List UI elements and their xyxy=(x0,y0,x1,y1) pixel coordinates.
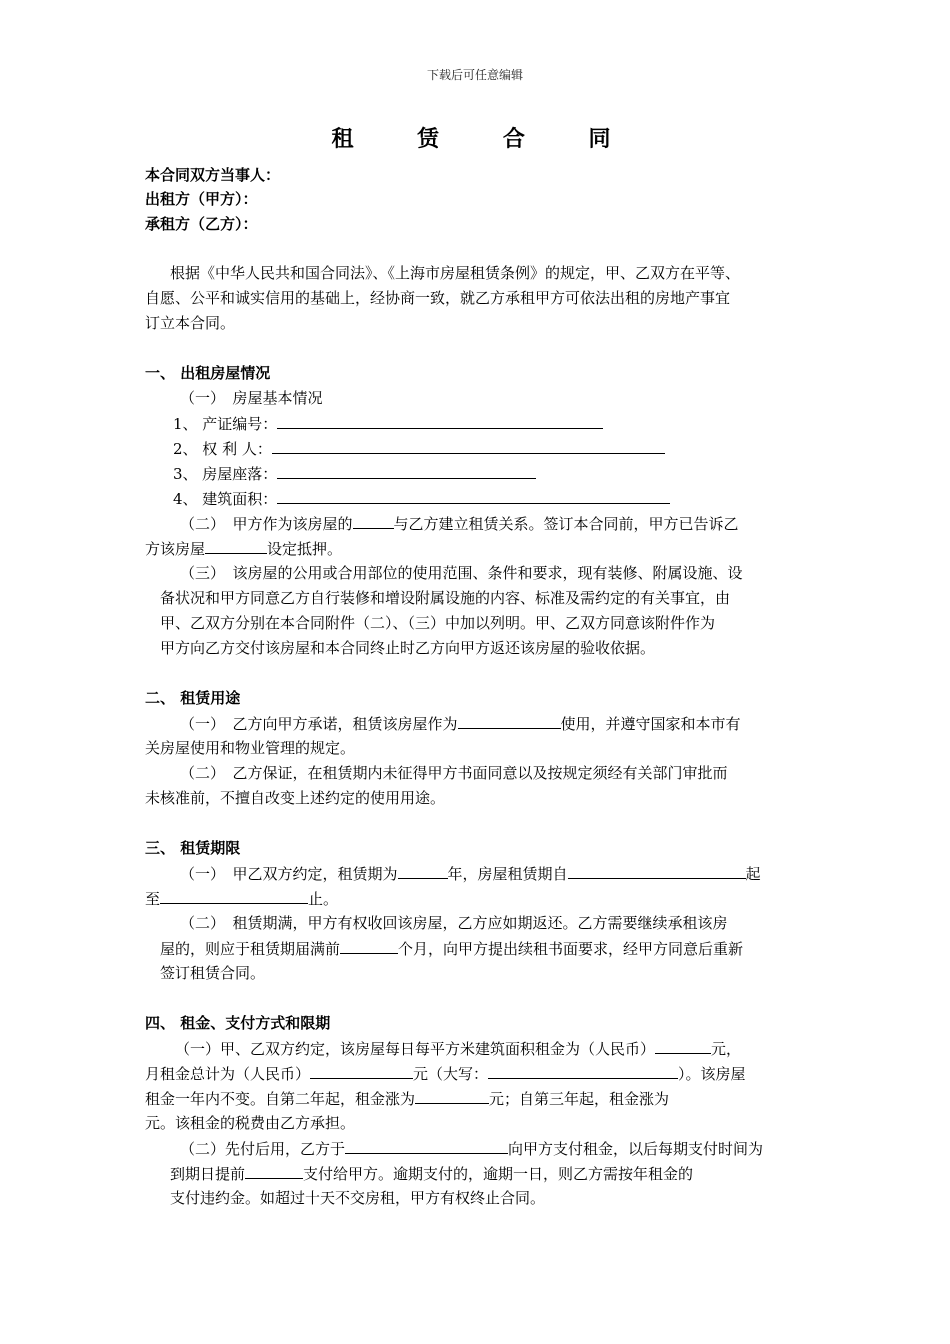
blank-field[interactable] xyxy=(160,888,308,904)
item-label: 4、 建筑面积： xyxy=(173,490,278,508)
clause-text: 元。该租金的税费由乙方承担。 xyxy=(145,1114,356,1132)
page-header: 下载后可任意编辑 xyxy=(426,68,523,82)
clause-text: 屋的，则应于租赁期届满前 xyxy=(160,940,341,958)
blank-field[interactable] xyxy=(458,713,561,729)
blank-field[interactable] xyxy=(277,488,670,504)
section-heading: 三、 租赁期限 xyxy=(145,839,241,857)
clause-text: 甲方向乙方交付该房屋和本合同终止时乙方向甲方返还该房屋的验收依据。 xyxy=(160,639,656,657)
blank-field[interactable] xyxy=(340,938,398,954)
section-heading: 四、 租金、支付方式和限期 xyxy=(145,1014,331,1032)
preamble-line: 订立本合同。 xyxy=(145,314,236,332)
lessor-label: 出租方（甲方）： xyxy=(145,190,258,208)
blank-field[interactable] xyxy=(415,1088,489,1104)
clause-text: 备状况和甲方同意乙方自行装修和增设附属设施的内容、标准及需约定的有关事宜，由 xyxy=(160,589,731,607)
clause-text: （二） 甲方作为该房屋的 xyxy=(180,515,353,533)
clause-text: （二） 乙方保证，在租赁期内未征得甲方书面同意以及按规定须经有关部门审批而 xyxy=(180,764,728,782)
blank-field[interactable] xyxy=(245,1163,303,1179)
clause-text: 止。 xyxy=(308,890,339,908)
blank-field[interactable] xyxy=(353,513,394,529)
clause-text: （二）先付后用，乙方于 xyxy=(180,1140,346,1158)
clause-text: 向甲方支付租金，以后每期支付时间为 xyxy=(508,1140,764,1158)
clause-text: （二） 租赁期满，甲方有权收回该房屋，乙方应如期返还。乙方需要继续承租该房 xyxy=(180,914,728,932)
clause-text: 起 xyxy=(745,865,761,883)
blank-field[interactable] xyxy=(205,538,267,554)
item-label: 1、 产证编号： xyxy=(173,415,278,433)
clause-text: 支付违约金。如超过十天不交房租，甲方有权终止合同。 xyxy=(170,1189,546,1207)
blank-field[interactable] xyxy=(277,463,536,479)
clause-text: （三） 该房屋的公用或合用部位的使用范围、条件和要求，现有装修、附属设施、设 xyxy=(180,564,743,582)
blank-field[interactable] xyxy=(655,1038,711,1054)
clause-text: 未核准前，不擅自改变上述约定的使用用途。 xyxy=(145,789,446,807)
clause-text: 支付给甲方。逾期支付的，逾期一日，则乙方需按年租金的 xyxy=(303,1165,694,1183)
clause-text: 使用，并遵守国家和本市有 xyxy=(560,715,741,733)
preamble-line: 根据《中华人民共和国合同法》、《上海市房屋租赁条例》的规定，甲、乙双方在平等、 xyxy=(170,264,741,282)
section-heading: 二、 租赁用途 xyxy=(145,689,241,707)
blank-field[interactable] xyxy=(568,863,746,879)
blank-field[interactable] xyxy=(345,1138,508,1154)
item-label: 3、 房屋座落： xyxy=(173,465,278,483)
clause-text: 元， xyxy=(711,1040,742,1058)
clause-text: ）。该房屋 xyxy=(678,1065,746,1083)
blank-field[interactable] xyxy=(488,1063,678,1079)
item-label: 2、 权 利 人： xyxy=(173,440,272,458)
clause-text: 与乙方建立租赁关系。签订本合同前，甲方已告诉乙 xyxy=(393,515,739,533)
lessee-label: 承租方（乙方）： xyxy=(145,215,258,233)
blank-field[interactable] xyxy=(277,413,603,429)
clause-text: 签订租赁合同。 xyxy=(160,964,266,982)
clause-text: 元（大写： xyxy=(413,1065,489,1083)
clause-text: 年，房屋租赁期自 xyxy=(447,865,568,883)
clause-text: （一）甲、乙双方约定，该房屋每日每平方米建筑面积租金为（人民币） xyxy=(175,1040,656,1058)
clause-text: 月租金总计为（人民币） xyxy=(145,1065,311,1083)
clause-text: 至 xyxy=(145,890,161,908)
preamble-line: 自愿、公平和诚实信用的基础上，经协商一致，就乙方承租甲方可依法出租的房地产事宜 xyxy=(145,289,731,307)
clause-text: （一） 乙方向甲方承诺，租赁该房屋作为 xyxy=(180,715,458,733)
clause-text: 个月，向甲方提出续租书面要求，经甲方同意后重新 xyxy=(398,940,744,958)
clause-text: 方该房屋 xyxy=(145,540,206,558)
clause-text: （一） 甲乙双方约定，租赁期为 xyxy=(180,865,398,883)
clause-text: 元；自第三年起，租金涨为 xyxy=(489,1090,670,1108)
clause-text: 设定抵押。 xyxy=(267,540,343,558)
clause-text: 租金一年内不变。自第二年起，租金涨为 xyxy=(145,1090,416,1108)
parties-intro: 本合同双方当事人： xyxy=(145,166,281,184)
clause-text: 关房屋使用和物业管理的规定。 xyxy=(145,739,356,757)
section-heading: 一、 出租房屋情况 xyxy=(145,364,271,382)
blank-field[interactable] xyxy=(310,1063,413,1079)
document-title: 租 赁 合 同 xyxy=(331,126,639,152)
subsection-label: （一） 房屋基本情况 xyxy=(180,389,323,407)
clause-text: 甲、乙双方分别在本合同附件（二）、（三）中加以列明。甲、乙双方同意该附件作为 xyxy=(160,614,716,632)
blank-field[interactable] xyxy=(398,863,448,879)
clause-text: 到期日提前 xyxy=(170,1165,246,1183)
blank-field[interactable] xyxy=(272,438,665,454)
